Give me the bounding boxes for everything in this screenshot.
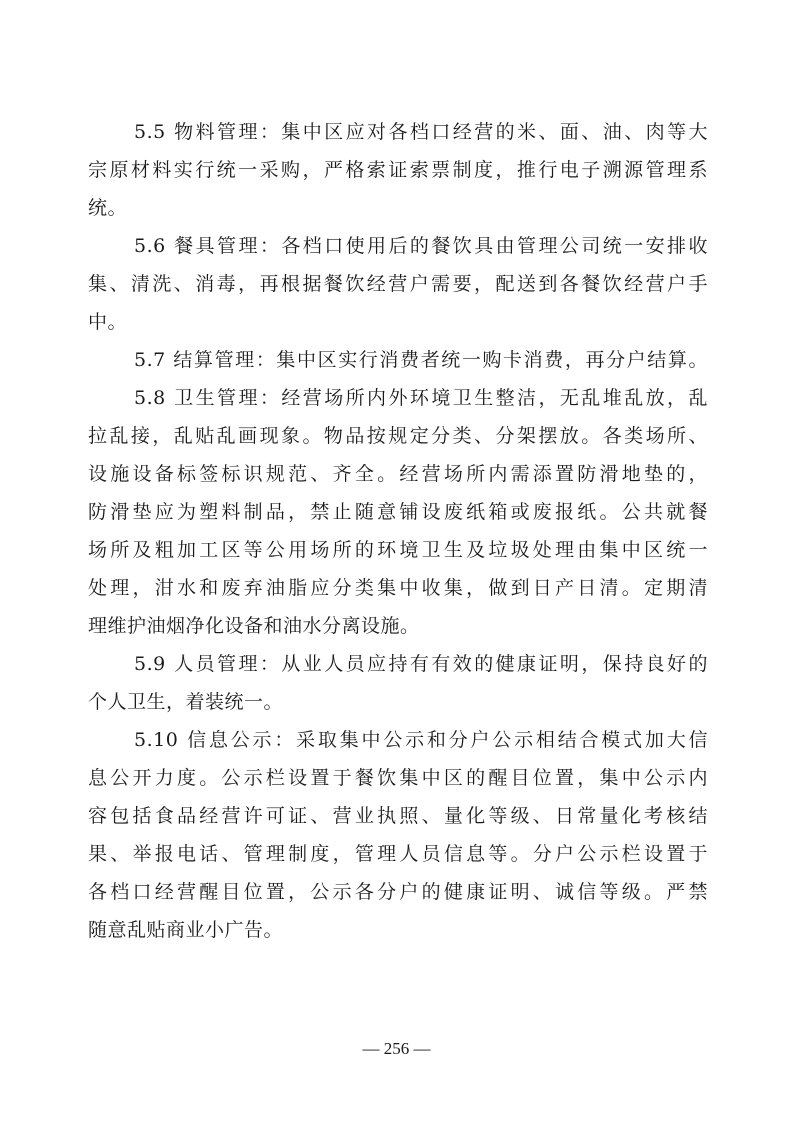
- paragraph-5-8-line-1: 5.8 卫生管理：经营场所内外环境卫生整洁，无乱堆乱放，乱: [134, 387, 708, 409]
- paragraph-5-6-line-3: 中。: [88, 311, 128, 333]
- paragraph-5-10-line-2: 息公开力度。公示栏设置于餐饮集中区的醒目位置，集中公示内: [88, 767, 708, 789]
- paragraph-5-6-line-2: 集、清洗、消毒，再根据餐饮经营户需要，配送到各餐饮经营户手: [88, 273, 708, 295]
- paragraph-5-8-line-6: 处理，泔水和废弃油脂应分类集中收集，做到日产日清。定期清: [88, 577, 708, 599]
- paragraph-5-9-line-1: 5.9 人员管理：从业人员应持有有效的健康证明，保持良好的: [134, 653, 708, 675]
- paragraph-5-10-line-1: 5.10 信息公示：采取集中公示和分户公示相结合模式加大信: [134, 729, 708, 751]
- paragraph-5-7-line-1: 5.7 结算管理：集中区实行消费者统一购卡消费，再分户结算。: [134, 349, 708, 371]
- paragraph-5-6-line-1: 5.6 餐具管理：各档口使用后的餐饮具由管理公司统一安排收: [134, 235, 708, 257]
- paragraph-5-8-line-4: 防滑垫应为塑料制品，禁止随意铺设废纸箱或废报纸。公共就餐: [88, 501, 708, 523]
- paragraph-5-8-line-5: 场所及粗加工区等公用场所的环境卫生及垃圾处理由集中区统一: [88, 539, 708, 561]
- paragraph-5-5-line-1: 5.5 物料管理：集中区应对各档口经营的米、面、油、肉等大: [134, 121, 708, 143]
- paragraph-5-9-line-2: 个人卫生，着装统一。: [88, 691, 284, 713]
- paragraph-5-10-line-3: 容包括食品经营许可证、营业执照、量化等级、日常量化考核结: [88, 805, 708, 827]
- page-number: — 256 —: [362, 1039, 431, 1058]
- paragraph-5-10-line-5: 各档口经营醒目位置，公示各分户的健康证明、诚信等级。严禁: [88, 881, 708, 903]
- paragraph-5-8-line-3: 设施设备标签标识规范、齐全。经营场所内需添置防滑地垫的，: [88, 463, 708, 485]
- paragraph-5-8-line-7: 理维护油烟净化设备和油水分离设施。: [88, 615, 420, 637]
- paragraph-5-10-line-4: 果、举报电话、管理制度，管理人员信息等。分户公示栏设置于: [88, 843, 708, 865]
- paragraph-5-5-line-3: 统。: [88, 197, 128, 219]
- paragraph-5-5-line-2: 宗原材料实行统一采购，严格索证索票制度，推行电子溯源管理系: [88, 159, 708, 181]
- paragraph-5-10-line-6: 随意乱贴商业小广告。: [88, 919, 284, 941]
- paragraph-5-8-line-2: 拉乱接，乱贴乱画现象。物品按规定分类、分架摆放。各类场所、: [88, 425, 708, 447]
